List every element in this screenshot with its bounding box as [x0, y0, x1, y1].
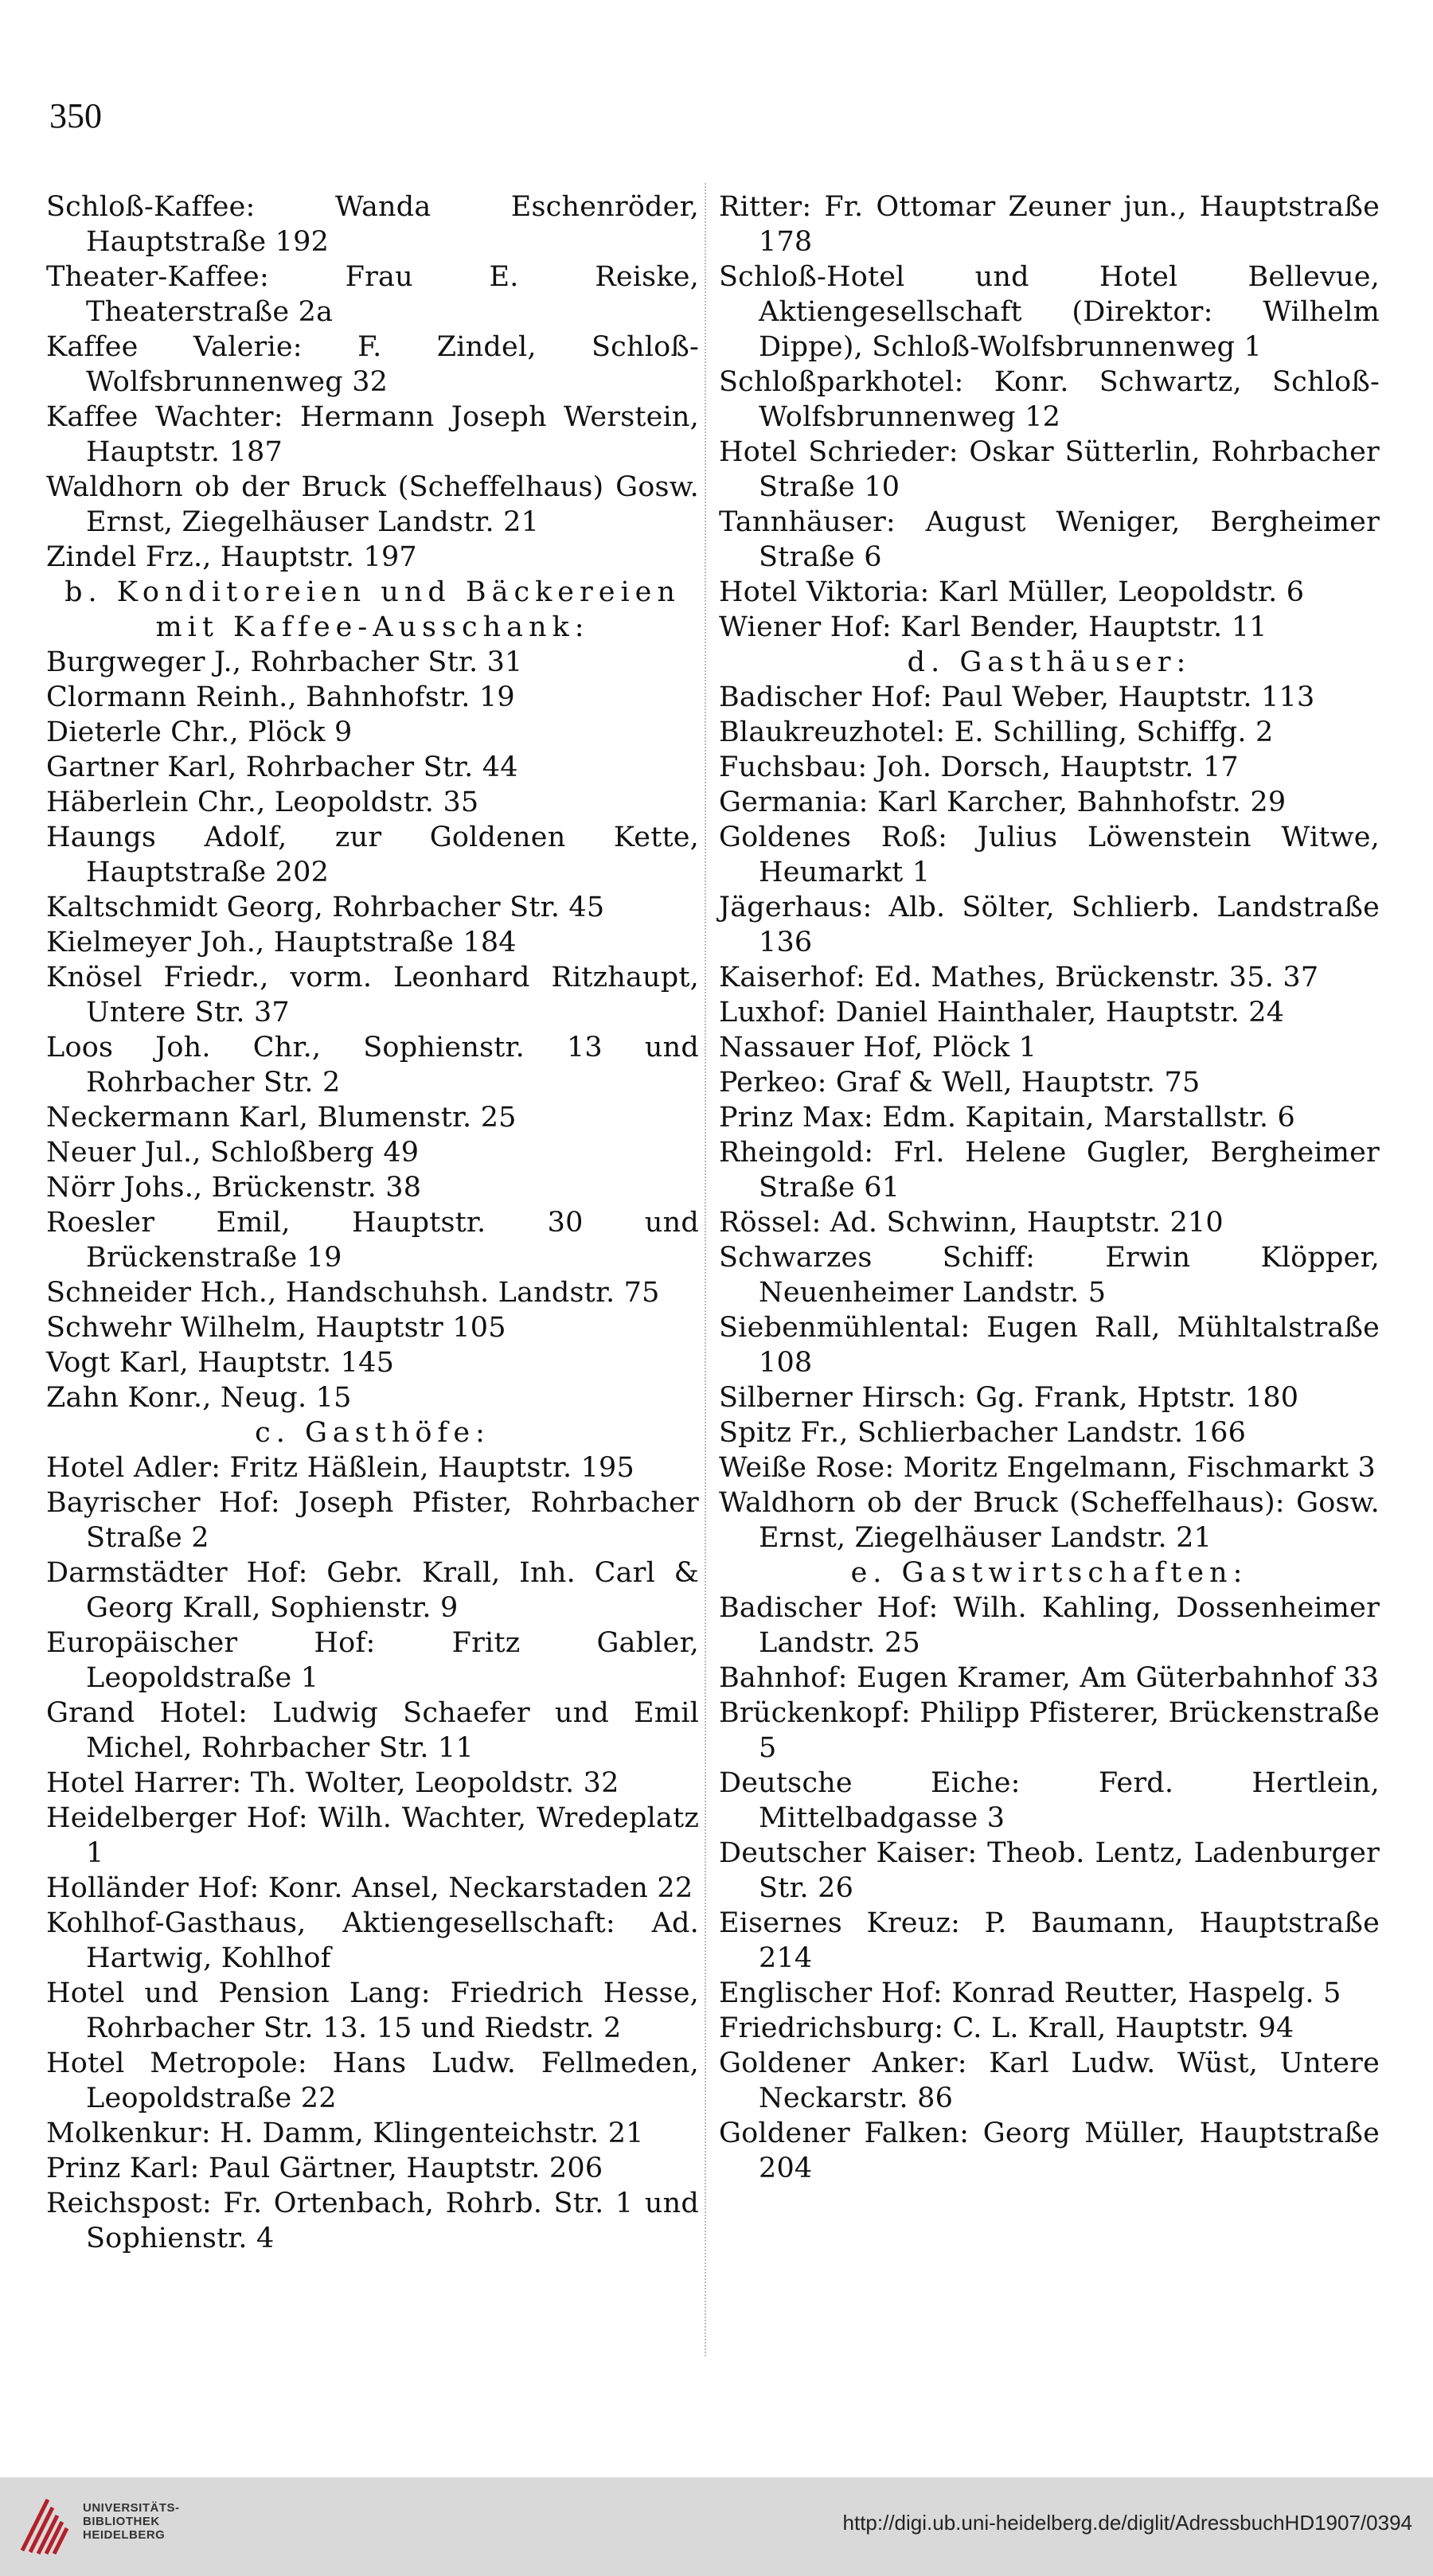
- ub-heidelberg-logo-icon[interactable]: [18, 2493, 81, 2557]
- directory-entry: Wiener Hof: Karl Bender, Hauptstr. 11: [719, 611, 1267, 643]
- directory-entry: Kaffee Valerie: F. Zindel, Schloß-Wolfsbrunnenweg 32: [46, 331, 699, 398]
- directory-entry: Heidelberger Hof: Wilh. Wachter, Wredeplatz 1: [46, 1802, 699, 1869]
- directory-entry: Eisernes Kreuz: P. Baumann, Hauptstraße 214: [719, 1907, 1380, 1974]
- directory-entry: Bayrischer Hof: Joseph Pfister, Rohrbacher Straße 2: [46, 1487, 699, 1554]
- library-name-line-2: BIBLIOTHEK: [83, 2515, 160, 2528]
- directory-entry: Spitz Fr., Schlierbacher Landstr. 166: [719, 1417, 1247, 1449]
- directory-entry: Neuer Jul., Schloßberg 49: [46, 1137, 420, 1169]
- directory-entry: Molkenkur: H. Damm, Klingenteichstr. 21: [46, 2117, 644, 2149]
- directory-entry: Goldenes Roß: Julius Löwenstein Witwe, Heumarkt 1: [719, 822, 1380, 888]
- directory-entry: Holländer Hof: Konr. Ansel, Neckarstaden 22: [46, 1872, 693, 1904]
- directory-entry: Kohlhof-Gasthaus, Aktiengesellschaft: Ad. Hartwig, Kohlhof: [46, 1907, 699, 1974]
- directory-entry: Goldener Anker: Karl Ludw. Wüst, Untere Neckarstr. 86: [719, 2047, 1380, 2114]
- library-name-line-1: UNIVERSITÄTS-: [83, 2501, 180, 2515]
- directory-entry: Hotel Viktoria: Karl Müller, Leopoldstr. 6: [719, 576, 1305, 608]
- directory-entry: Knösel Friedr., vorm. Leonhard Ritzhaupt, Untere Str. 37: [46, 962, 699, 1028]
- directory-entry: Fuchsbau: Joh. Dorsch, Hauptstr. 17: [719, 751, 1239, 783]
- right-column: [719, 189, 1380, 2186]
- directory-entry: Bahnhof: Eugen Kramer, Am Güterbahnhof 33: [719, 1662, 1380, 1694]
- directory-entry: Darmstädter Hof: Gebr. Krall, Inh. Carl & Georg Krall, Sophienstr. 9: [46, 1557, 699, 1624]
- directory-entry: Schwarzes Schiff: Erwin Klöpper, Neuenheimer Landstr. 5: [719, 1242, 1380, 1309]
- directory-entry: Ritter: Fr. Ottomar Zeuner jun., Hauptstraße 178: [719, 191, 1380, 258]
- column-divider: [705, 183, 706, 2356]
- directory-entry: Perkeo: Graf & Well, Hauptstr. 75: [719, 1067, 1201, 1099]
- directory-entry: Siebenmühlental: Eugen Rall, Mühltalstraße 108: [719, 1312, 1380, 1379]
- directory-entry: Kaffee Wachter: Hermann Joseph Werstein, Hauptstr. 187: [46, 401, 699, 468]
- directory-entry: Waldhorn ob der Bruck (Scheffelhaus): Gosw. Ernst, Ziegelhäuser Landstr. 21: [719, 1487, 1380, 1554]
- directory-entry: Deutsche Eiche: Ferd. Hertlein, Mittelbadgasse 3: [719, 1767, 1380, 1834]
- directory-entry: Vogt Karl, Hauptstr. 145: [46, 1347, 395, 1379]
- directory-entry: Brückenkopf: Philipp Pfisterer, Brückenstraße 5: [719, 1697, 1380, 1764]
- directory-entry: Jägerhaus: Alb. Sölter, Schlierb. Landstraße 136: [719, 892, 1380, 958]
- directory-entry: Grand Hotel: Ludwig Schaefer und Emil Michel, Rohrbacher Str. 11: [46, 1697, 699, 1764]
- directory-entry: Schloß-Hotel und Hotel Bellevue, Aktiengesellschaft (Direktor: Wilhelm Dippe), Schloß-Wolfsbrunnenweg 1: [719, 261, 1380, 363]
- directory-entry: Schloßparkhotel: Konr. Schwartz, Schloß-Wolfsbrunnenweg 12: [719, 366, 1380, 433]
- directory-entry: Hotel und Pension Lang: Friedrich Hesse, Rohrbacher Str. 13. 15 und Riedstr. 2: [46, 1977, 699, 2044]
- directory-entry: Haungs Adolf, zur Goldenen Kette, Hauptstraße 202: [46, 822, 699, 888]
- directory-entry: Schwehr Wilhelm, Hauptstr 105: [46, 1312, 506, 1344]
- directory-entry: Häberlein Chr., Leopoldstr. 35: [46, 786, 479, 818]
- directory-entry: Waldhorn ob der Bruck (Scheffelhaus) Gosw. Ernst, Ziegelhäuser Landstr. 21: [46, 471, 699, 538]
- directory-entry: Hotel Adler: Fritz Häßlein, Hauptstr. 195: [46, 1452, 635, 1484]
- directory-entry: Englischer Hof: Konrad Reutter, Haspelg. 5: [719, 1977, 1341, 2009]
- left-column: [46, 189, 699, 2256]
- section-heading: e. Gastwirtschaften:: [850, 1557, 1248, 1589]
- directory-entry: Deutscher Kaiser: Theob. Lentz, Ladenburger Str. 26: [719, 1837, 1380, 1904]
- section-heading: c. Gasthöfe:: [255, 1417, 490, 1449]
- directory-entry: Dieterle Chr., Plöck 9: [46, 716, 353, 748]
- directory-entry: Gartner Karl, Rohrbacher Str. 44: [46, 751, 518, 783]
- directory-entry: Blaukreuzhotel: E. Schilling, Schiffg. 2: [719, 716, 1274, 748]
- directory-entry: Theater-Kaffee: Frau E. Reiske, Theaterstraße 2a: [46, 261, 699, 328]
- directory-entry: Schloß-Kaffee: Wanda Eschenröder, Hauptstraße 192: [46, 191, 699, 258]
- directory-entry: Schneider Hch., Handschuhsh. Landstr. 75: [46, 1277, 660, 1309]
- directory-entry: Loos Joh. Chr., Sophienstr. 13 und Rohrbacher Str. 2: [46, 1032, 699, 1099]
- directory-entry: Hotel Harrer: Th. Wolter, Leopoldstr. 32: [46, 1767, 619, 1799]
- directory-entry: Kaltschmidt Georg, Rohrbacher Str. 45: [46, 892, 605, 923]
- directory-entry: Badischer Hof: Wilh. Kahling, Dossenheimer Landstr. 25: [719, 1592, 1380, 1659]
- directory-entry: Silberner Hirsch: Gg. Frank, Hptstr. 180: [719, 1382, 1299, 1414]
- library-name-line-3: HEIDELBERG: [83, 2528, 166, 2542]
- directory-entry: Kielmeyer Joh., Hauptstraße 184: [46, 927, 517, 958]
- directory-entry: Weiße Rose: Moritz Engelmann, Fischmarkt 3: [719, 1452, 1376, 1484]
- directory-entry: Zahn Konr., Neug. 15: [46, 1382, 352, 1414]
- directory-entry: Tannhäuser: August Weniger, Bergheimer Straße 6: [719, 506, 1380, 573]
- directory-entry: Hotel Schrieder: Oskar Sütterlin, Rohrbacher Straße 10: [719, 436, 1380, 503]
- directory-entry: Neckermann Karl, Blumenstr. 25: [46, 1102, 517, 1134]
- directory-entry: Roesler Emil, Hauptstr. 30 und Brückenstraße 19: [46, 1207, 699, 1274]
- directory-entry: Clormann Reinh., Bahnhofstr. 19: [46, 681, 515, 713]
- directory-entry: Rheingold: Frl. Helene Gugler, Bergheimer Straße 61: [719, 1137, 1380, 1204]
- section-heading: d. Gasthäuser:: [907, 646, 1192, 678]
- section-heading: b. Konditoreien und Bäckereien mit Kaffee-Ausschank:: [64, 576, 681, 643]
- directory-entry: Prinz Max: Edm. Kapitain, Marstallstr. 6: [719, 1102, 1296, 1134]
- directory-entry: Luxhof: Daniel Hainthaler, Hauptstr. 24: [719, 997, 1285, 1028]
- directory-entry: Kaiserhof: Ed. Mathes, Brückenstr. 35. 37: [719, 962, 1319, 993]
- directory-entry: Europäischer Hof: Fritz Gabler, Leopoldstraße 1: [46, 1627, 699, 1694]
- directory-entry: Germania: Karl Karcher, Bahnhofstr. 29: [719, 786, 1287, 818]
- directory-entry: Goldener Falken: Georg Müller, Hauptstraße 204: [719, 2117, 1380, 2184]
- footer-bar: [0, 2477, 1433, 2576]
- directory-entry: Friedrichsburg: C. L. Krall, Hauptstr. 94: [719, 2012, 1294, 2044]
- directory-entry: Nassauer Hof, Plöck 1: [719, 1032, 1037, 1064]
- page-number: 350: [49, 96, 102, 135]
- directory-entry: Prinz Karl: Paul Gärtner, Hauptstr. 206: [46, 2153, 603, 2184]
- directory-entry: Nörr Johs., Brückenstr. 38: [46, 1172, 422, 1204]
- directory-entry: Badischer Hof: Paul Weber, Hauptstr. 113: [719, 681, 1315, 713]
- directory-entry: Reichspost: Fr. Ortenbach, Rohrb. Str. 1 und Sophienstr. 4: [46, 2188, 699, 2254]
- directory-entry: Hotel Metropole: Hans Ludw. Fellmeden, Leopoldstraße 22: [46, 2047, 699, 2114]
- directory-entry: Zindel Frz., Hauptstr. 197: [46, 541, 417, 573]
- directory-entry: Rössel: Ad. Schwinn, Hauptstr. 210: [719, 1207, 1224, 1239]
- library-name: [83, 2501, 180, 2542]
- source-url-link[interactable]: http://digi.ub.uni-heidelberg.de/diglit/AdressbuchHD1907/0394: [842, 2511, 1412, 2535]
- directory-entry: Burgweger J., Rohrbacher Str. 31: [46, 646, 523, 678]
